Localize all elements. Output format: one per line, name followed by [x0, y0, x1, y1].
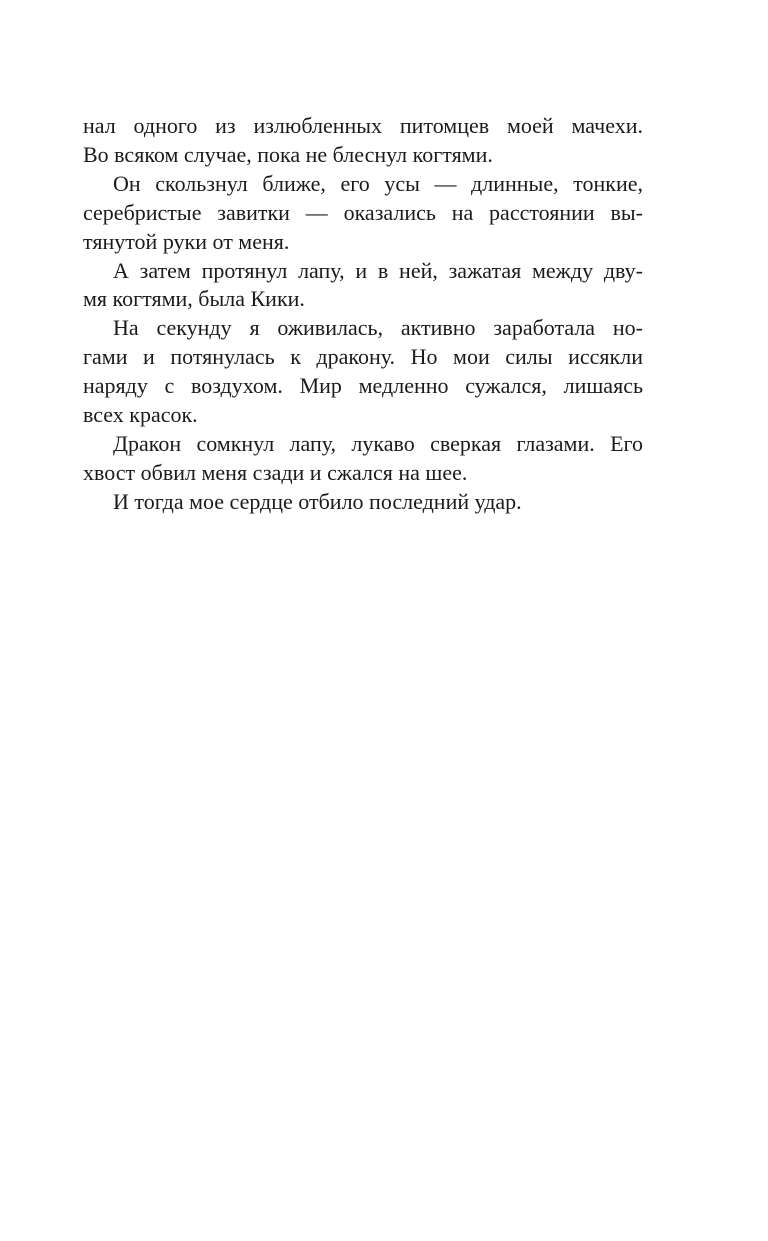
text-line: тянутой руки от меня.: [83, 228, 290, 254]
paragraph: [83, 170, 643, 257]
text-line: А затем протянул лапу, и в ней, зажатая между дву-: [113, 257, 643, 283]
text-line: всех красок.: [83, 402, 198, 428]
text-line: И тогда мое сердце отбило последний удар.: [113, 488, 522, 514]
text-line: мя когтями, была Кики.: [83, 286, 305, 312]
text-line: Он скользнул ближе, его усы — длинные, тонкие,: [113, 170, 643, 196]
paragraph: [83, 112, 643, 170]
paragraph: [83, 488, 643, 517]
text-line: Дракон сомкнул лапу, лукаво сверкая глазами. Его: [113, 430, 643, 456]
text-line: нал одного из излюбленных питомцев моей мачехи.: [83, 113, 643, 138]
paragraph: [83, 314, 643, 430]
paragraph: [83, 257, 643, 315]
text-line: серебристые завитки — оказались на расстоянии вы-: [83, 199, 643, 225]
text-line: наряду с воздухом. Мир медленно сужался, лишаясь: [83, 373, 643, 399]
paragraph: [83, 430, 643, 488]
text-line: гами и потянулась к дракону. Но мои силы иссякли: [83, 344, 643, 370]
page-body-text: [83, 112, 643, 517]
text-line: Во всяком случае, пока не блеснул когтями.: [83, 141, 493, 167]
text-line: хвост обвил меня сзади и сжался на шее.: [83, 459, 468, 485]
text-line: На секунду я оживилась, активно заработала но-: [113, 315, 643, 341]
